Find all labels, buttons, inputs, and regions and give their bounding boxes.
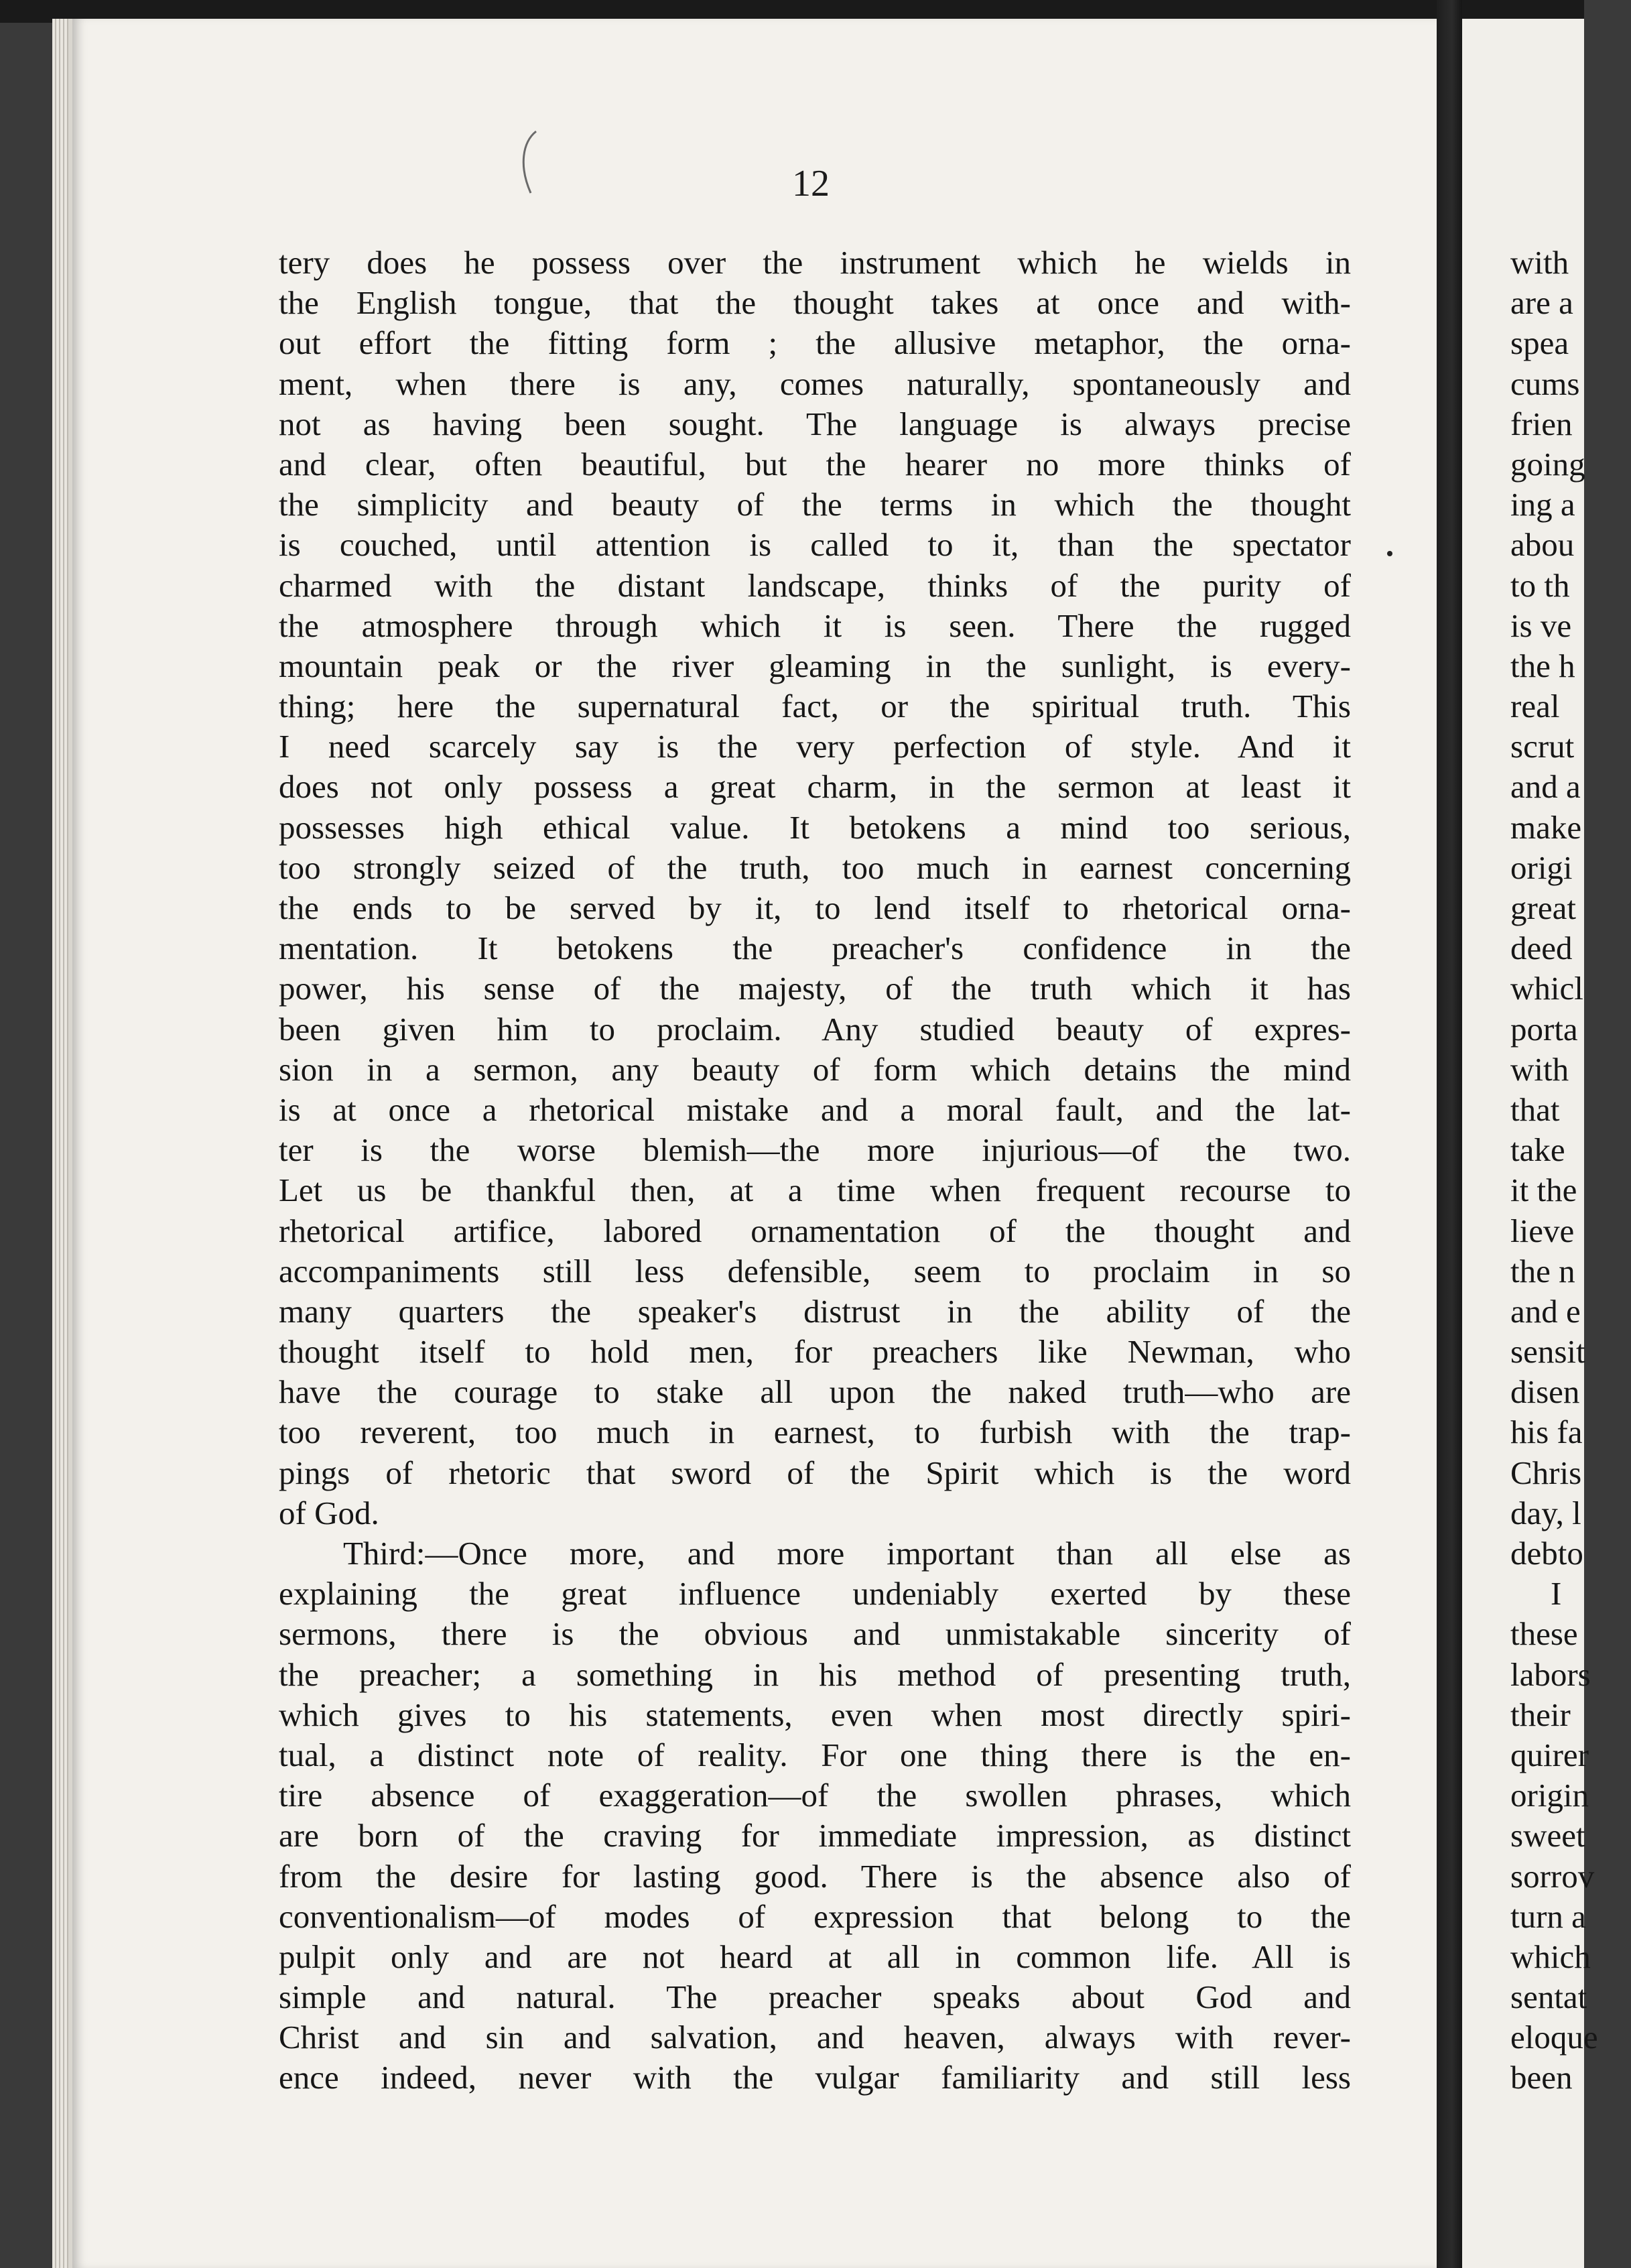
facing-line: spea (1510, 324, 1569, 362)
text-line: which gives to his statements, even when most directly spiri- (279, 1696, 1351, 1733)
facing-line: abou (1510, 526, 1575, 564)
text-line: accompaniments still less defensible, seem to proclaim in so (279, 1252, 1351, 1289)
text-line: tual, a distinct note of reality. For one thing there is the en- (279, 1736, 1351, 1773)
text-line: are born of the craving for immediate impression, as distinct (279, 1817, 1351, 1854)
facing-line: the n (1510, 1252, 1575, 1289)
facing-line: and a (1510, 768, 1581, 806)
facing-line: porta (1510, 1010, 1578, 1048)
text-line: the atmosphere through which it is seen. There the rugged (279, 607, 1351, 644)
facing-line: it the (1510, 1172, 1577, 1209)
text-line: sermons, there is the obvious and unmistakable sincerity of (279, 1615, 1351, 1653)
text-line: does not only possess a great charm, in the sermon at least it (279, 768, 1351, 806)
scan-speck (1387, 551, 1392, 556)
facing-line: origi (1510, 848, 1573, 886)
facing-line: sensit (1510, 1333, 1585, 1371)
facing-line: and e (1510, 1292, 1581, 1330)
text-line: the English tongue, that the thought takes at once and with- (279, 284, 1351, 322)
text-line: the simplicity and beauty of the terms in which the thought (279, 486, 1351, 523)
text-line: mentation. It betokens the preacher's confidence in the (279, 930, 1351, 967)
text-line: thing; here the supernatural fact, or the spiritual truth. This (279, 688, 1351, 725)
text-line: rhetorical artifice, labored ornamentation of the thought and (279, 1212, 1351, 1249)
facing-line: take (1510, 1131, 1565, 1169)
text-line: many quarters the speaker's distrust in the ability of the (279, 1292, 1351, 1330)
text-line: out effort the fitting form ; the allusive metaphor, the orna- (279, 324, 1351, 362)
text-line: I need scarcely say is the very perfection of style. And it (279, 728, 1351, 765)
facing-line: lieve (1510, 1212, 1575, 1249)
text-line: mountain peak or the river gleaming in the sunlight, is every- (279, 647, 1351, 684)
text-line: pulpit only and are not heard at all in common life. All is (279, 1938, 1351, 1975)
facing-line: the h (1510, 647, 1575, 684)
facing-line: is ve (1510, 607, 1572, 644)
facing-line: make (1510, 808, 1582, 846)
text-line: simple and natural. The preacher speaks about God and (279, 1978, 1351, 2016)
page-edge-stack (52, 19, 70, 2268)
facing-line: eloque (1510, 2019, 1598, 2056)
facing-line: sorrov (1510, 1857, 1595, 1895)
facing-line: great (1510, 889, 1576, 926)
facing-line: deed (1510, 930, 1573, 967)
text-line: Christ and sin and salvation, and heaven, always with rever- (279, 2019, 1351, 2056)
facing-line: with (1510, 1050, 1569, 1088)
facing-line: that (1510, 1090, 1560, 1128)
text-line: too reverent, too much in earnest, to furbish with the trap- (279, 1413, 1351, 1451)
body-text (279, 243, 1351, 2098)
text-line: pings of rhetoric that sword of the Spirit which is the word (279, 1454, 1351, 1491)
pencil-mark (516, 129, 543, 196)
facing-line: frien (1510, 405, 1573, 442)
text-line: been given him to proclaim. Any studied beauty of expres- (279, 1010, 1351, 1048)
text-line: is couched, until attention is called to it, than the spectator (279, 526, 1351, 564)
facing-line: ing a (1510, 486, 1575, 523)
text-line: tire absence of exaggeration—of the swollen phrases, which (279, 1777, 1351, 1814)
text-line: explaining the great influence undeniably exerted by these (279, 1575, 1351, 1613)
book-gutter (1437, 0, 1462, 2268)
facing-page-text (1510, 243, 1631, 2098)
facing-line: going (1510, 445, 1585, 483)
facing-line: I (1551, 1575, 1562, 1613)
page-number: 12 (792, 163, 830, 204)
text-line: ment, when there is any, comes naturally, spontaneously and (279, 365, 1351, 402)
facing-line: cums (1510, 365, 1580, 402)
text-line: from the desire for lasting good. There is the absence also of (279, 1857, 1351, 1895)
facing-line: origin (1510, 1777, 1589, 1814)
facing-line: his fa (1510, 1413, 1583, 1451)
facing-line: whicl (1510, 970, 1583, 1007)
text-line: conventionalism—of modes of expression that belong to the (279, 1897, 1351, 1935)
text-line: sion in a sermon, any beauty of form which detains the mind (279, 1050, 1351, 1088)
text-line: ence indeed, never with the vulgar familiarity and still less (279, 2059, 1351, 2096)
facing-line: quirer (1510, 1736, 1589, 1773)
facing-line: scrut (1510, 728, 1575, 765)
facing-line: labors (1510, 1655, 1591, 1693)
facing-line: their (1510, 1696, 1571, 1733)
text-line: possesses high ethical value. It betokens a mind too serious, (279, 808, 1351, 846)
text-line: have the courage to stake all upon the naked truth—who are (279, 1373, 1351, 1411)
facing-line: with (1510, 244, 1569, 281)
paragraph-start-line: Third:—Once more, and more important than all else as (343, 1535, 1351, 1572)
text-line: ter is the worse blemish—the more injurious—of the two. (279, 1131, 1351, 1169)
facing-line: day, l (1510, 1494, 1581, 1531)
text-line: tery does he possess over the instrument which he wields in (279, 244, 1351, 281)
text-line: charmed with the distant landscape, thinks of the purity of (279, 566, 1351, 604)
facing-line: disen (1510, 1373, 1580, 1411)
facing-line: which (1510, 1938, 1591, 1975)
facing-line: real (1510, 688, 1560, 725)
facing-line: these (1510, 1615, 1578, 1653)
text-line: is at once a rhetorical mistake and a moral fault, and the lat- (279, 1090, 1351, 1128)
text-line: power, his sense of the majesty, of the truth which it has (279, 970, 1351, 1007)
text-line: of God. (279, 1494, 379, 1531)
facing-line: are a (1510, 284, 1573, 322)
facing-line: to th (1510, 566, 1570, 604)
facing-line: sentat (1510, 1978, 1587, 2016)
facing-line: been (1510, 2059, 1573, 2096)
text-line: thought itself to hold men, for preachers like Newman, who (279, 1333, 1351, 1371)
text-line: not as having been sought. The language is always precise (279, 405, 1351, 442)
facing-line: Chris (1510, 1454, 1582, 1491)
facing-line: turn a (1510, 1897, 1586, 1935)
text-line: Let us be thankful then, at a time when frequent recourse to (279, 1172, 1351, 1209)
text-line: and clear, often beautiful, but the hearer no more thinks of (279, 445, 1351, 483)
facing-line: debto (1510, 1535, 1583, 1572)
text-line: the ends to be served by it, to lend itself to rhetorical orna- (279, 889, 1351, 926)
facing-line: sweet (1510, 1817, 1585, 1854)
text-line: the preacher; a something in his method of presenting truth, (279, 1655, 1351, 1693)
text-line: too strongly seized of the truth, too much in earnest concerning (279, 848, 1351, 886)
